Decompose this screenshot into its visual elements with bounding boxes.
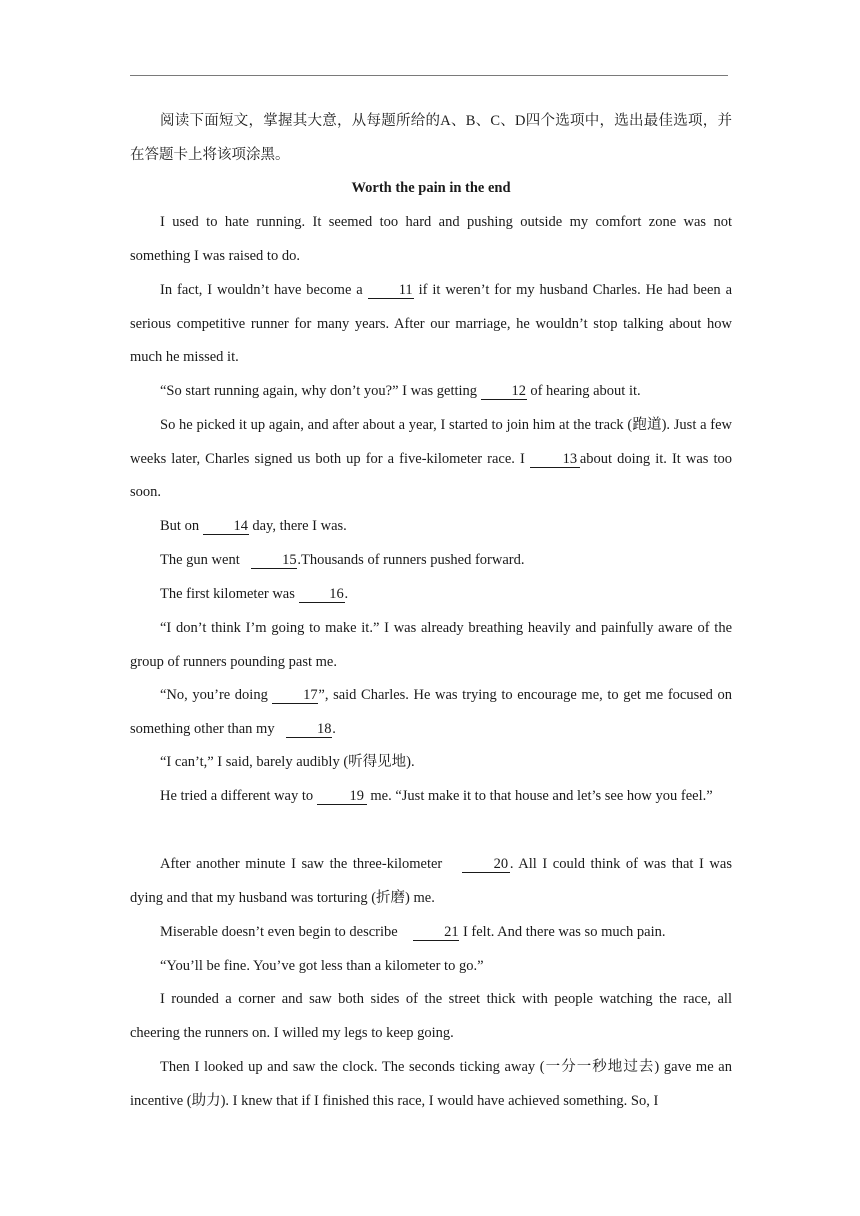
passage-title: Worth the pain in the end — [351, 180, 511, 196]
paragraph-12: After another minute I saw the three-kilometer 20 . All I could think of was that I was dying and that my husband was torturing (折磨) me. — [130, 856, 732, 906]
paragraph-11: He tried a different way to 19 me. “Just make it to that house and let’s see how you feel.” — [160, 788, 713, 804]
blank-12: 12 — [481, 384, 527, 400]
paragraph-1: I used to hate running. It seemed too hard and pushing outside my comfort zone was not something I was raised to do. — [130, 214, 732, 264]
blank-11: 11 — [368, 283, 414, 299]
paragraph-4: So he picked it up again, and after about a year, I started to join him at the track (跑道). Just a few weeks later, Charles signed us both up for a five-kilometer race. I 13 about doing it. It was too soon. — [130, 417, 732, 501]
paragraph-13: Miserable doesn’t even begin to describe 21 I felt. And there was so much pain. — [160, 924, 666, 940]
paragraph-3: “So start running again, why don’t you?” I was getting 12 of hearing about it. — [160, 383, 641, 399]
paragraph-8: “I don’t think I’m going to make it.” I was already breathing heavily and painfully aware of the group of runners pounding past me. — [130, 620, 732, 670]
blank-16: 16 — [299, 587, 345, 603]
paragraph-16: Then I looked up and saw the clock. The seconds ticking away (一分一秒地过去) gave me an incentive (助力). I knew that if I finished this race, I would have achieved something. So, I — [130, 1059, 732, 1109]
blank-18: 18 — [286, 722, 332, 738]
paragraph-9: “No, you’re doing 17”, said Charles. He was trying to encourage me, to get me focused on something other than my 18. — [130, 687, 732, 737]
paragraph-15: I rounded a corner and saw both sides of the street thick with people watching the race, all cheering the runners on. I willed my legs to keep going. — [130, 991, 732, 1041]
blank-17: 17 — [272, 688, 318, 704]
paragraph-14: “You’ll be fine. You’ve got less than a kilometer to go.” — [160, 958, 484, 974]
blank-15: 15 — [251, 553, 297, 569]
instructions: 阅读下面短文，掌握其大意，从每题所给的A、B、C、D四个选项中，选出最佳选项，并在答题卡上将该项涂黑。 — [130, 113, 732, 163]
blank-21: 21 — [413, 925, 459, 941]
paragraph-5: But on 14 day, there I was. — [160, 518, 347, 534]
blank-13: 13 — [530, 452, 580, 468]
blank-19: 19 — [317, 789, 367, 805]
paragraph-2: In fact, I wouldn’t have become a 11 if it weren’t for my husband Charles. He had been a serious competitive runner for many years. After our marriage, he wouldn’t stop talking about how much he missed it. — [130, 282, 733, 366]
paragraph-10: “I can’t,” I said, barely audibly (听得见地). — [160, 754, 415, 770]
blank-20: 20 — [462, 857, 510, 873]
paragraph-7: The first kilometer was 16. — [160, 586, 349, 602]
blank-14: 14 — [203, 519, 249, 535]
header-rule — [130, 75, 728, 76]
paragraph-6: The gun went 15.Thousands of runners pushed forward. — [160, 552, 525, 568]
